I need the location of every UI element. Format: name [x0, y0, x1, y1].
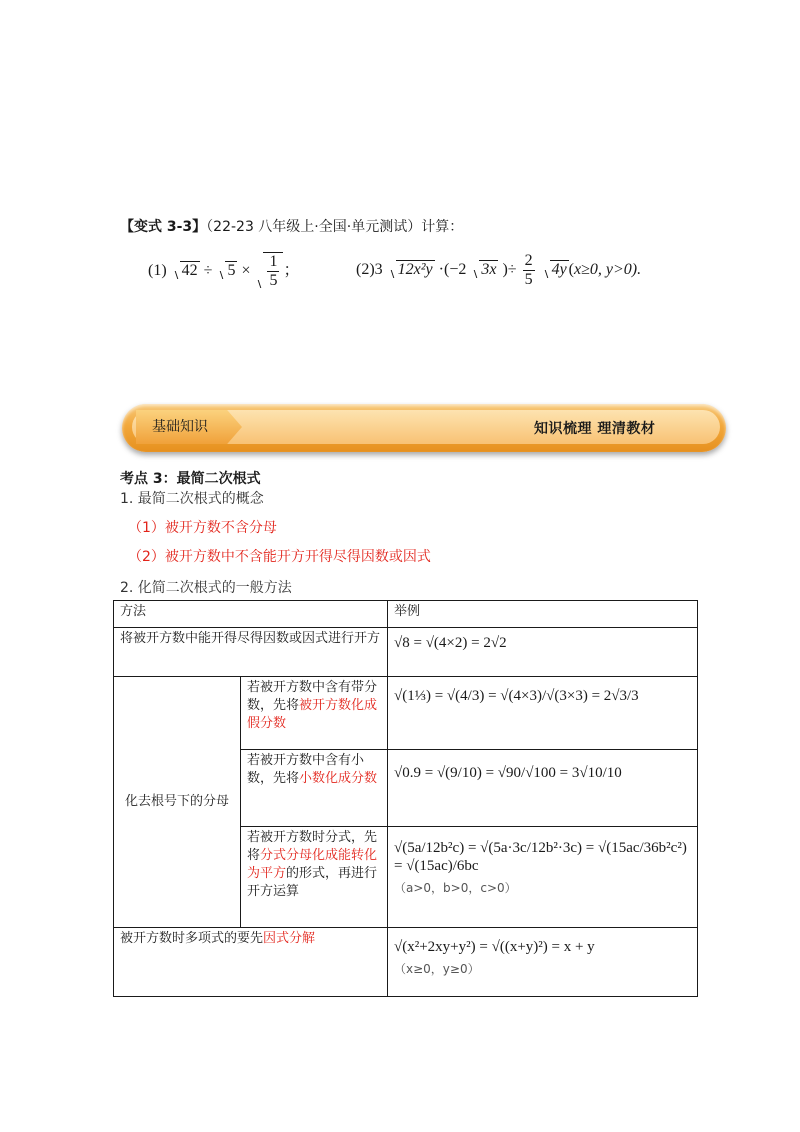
radicand: 3x: [481, 260, 497, 278]
sub3-method: [241, 827, 388, 928]
fraction: [523, 252, 535, 288]
sub1-text: 若被开方数中含有带分数，先将: [247, 680, 378, 713]
sub2-text: 若被开方数中含有小数，先将: [247, 753, 365, 786]
table-row: [114, 628, 698, 677]
concept-item-1-text: （1）被开方数: [128, 520, 221, 536]
condition: x≥0, y>0).: [574, 260, 642, 278]
operator: )÷: [502, 260, 517, 278]
coefficient: 3: [374, 260, 383, 278]
punctuation: ；: [283, 261, 300, 279]
last-example: √(x²+2xy+y²) = √((x+y)²) = x + y: [394, 939, 595, 955]
concept-item-2: [128, 546, 431, 566]
exercise-tag: 【变式 3-3】: [120, 219, 207, 235]
radicand: 5: [227, 261, 236, 279]
radical: [216, 261, 237, 280]
header-example: 举例: [388, 601, 698, 628]
problem-1-label: (1): [148, 261, 167, 279]
header-method: 方法: [114, 601, 388, 628]
banner-right-label: 知识梳理 理清教材: [534, 421, 656, 437]
banner-left-label: 基础知识: [152, 419, 208, 435]
section-title: 考点 3：最简二次根式: [120, 471, 261, 487]
last-text: 被开方数时多项式的要先: [120, 931, 264, 946]
exercise-heading: [120, 216, 463, 236]
row1-method: 将被开方数中能开得尽得因数或因式进行开方: [114, 628, 388, 677]
row1-example: √8 = √(4×2) = 2√2: [388, 628, 698, 677]
concept-item-2-text: （2）被开方数中: [128, 549, 235, 565]
radicand: 12x²y: [397, 260, 433, 278]
radical: [470, 260, 498, 279]
sub1-highlight: 被开方数化成假分数: [247, 698, 378, 731]
sub2-example: √0.9 = √(9/10) = √90/√100 = 3√10/10: [388, 750, 698, 827]
numerator: 1: [269, 253, 278, 270]
sub3-text-2: 的形式，再进行开方运算: [247, 866, 378, 899]
denominator: 5: [524, 270, 533, 288]
problem-2: (2)3 12x²y ·(−2 3x )÷ $\frac{2}{5}$ 4y (x≥0, y>0).: [356, 252, 642, 288]
exercise-source: （22-23 八年级上·全国·单元测试）计算：: [206, 219, 464, 235]
methods-heading: 2. 化简二次根式的一般方法: [120, 580, 292, 596]
radical: [171, 261, 200, 280]
last-condition: （x≥0，y≥0）: [394, 962, 480, 976]
concept-heading: 1. 最简二次根式的概念: [120, 491, 264, 507]
sub2-highlight: 小数化成分数: [299, 771, 378, 786]
concept-item-1-highlight: 不含分母: [220, 520, 277, 536]
radical: [387, 260, 435, 279]
table-header-row: [114, 601, 698, 628]
sub3-highlight: 分式分母化成能转化为平方: [247, 848, 378, 881]
radicand: 4y: [551, 260, 567, 278]
fraction: [267, 253, 279, 289]
table-row: [114, 928, 698, 997]
last-method: [114, 928, 388, 997]
problem-2-label: (2): [356, 260, 375, 278]
radical: [541, 260, 569, 279]
problem-1: [148, 252, 299, 289]
denominator: 5: [269, 271, 278, 289]
sub3-example: √(5a/12b²c) = √(5a·3c/12b²·3c) = √(15ac/36b²c²) = √(15ac)/6bc: [394, 840, 687, 874]
last-highlight: 因式分解: [263, 931, 316, 946]
methods-table: [113, 600, 698, 997]
sub1-method: [241, 677, 388, 750]
concept-item-1: [128, 517, 277, 537]
sub3-condition: （a>0，b>0，c>0）: [394, 881, 517, 895]
operator: ×: [241, 261, 251, 279]
group-label: 化去根号下的分母: [114, 677, 241, 928]
sub2-method: [241, 750, 388, 827]
operator: ÷: [203, 261, 213, 279]
numerator: 2: [524, 252, 533, 269]
radical: [254, 252, 283, 289]
operator: ·(−2: [438, 260, 467, 278]
last-example-cell: [388, 928, 698, 997]
sub3-text: 若被开方数时分式，先将: [247, 830, 378, 863]
concept-item-2-highlight: 不含能开方开得尽得因数或因式: [234, 549, 431, 565]
sub3-example-cell: [388, 827, 698, 928]
sub1-example: √(1⅓) = √(4/3) = √(4×3)/√(3×3) = 2√3/3: [388, 677, 698, 750]
radicand: 42: [181, 261, 198, 279]
table-row: [114, 677, 698, 750]
